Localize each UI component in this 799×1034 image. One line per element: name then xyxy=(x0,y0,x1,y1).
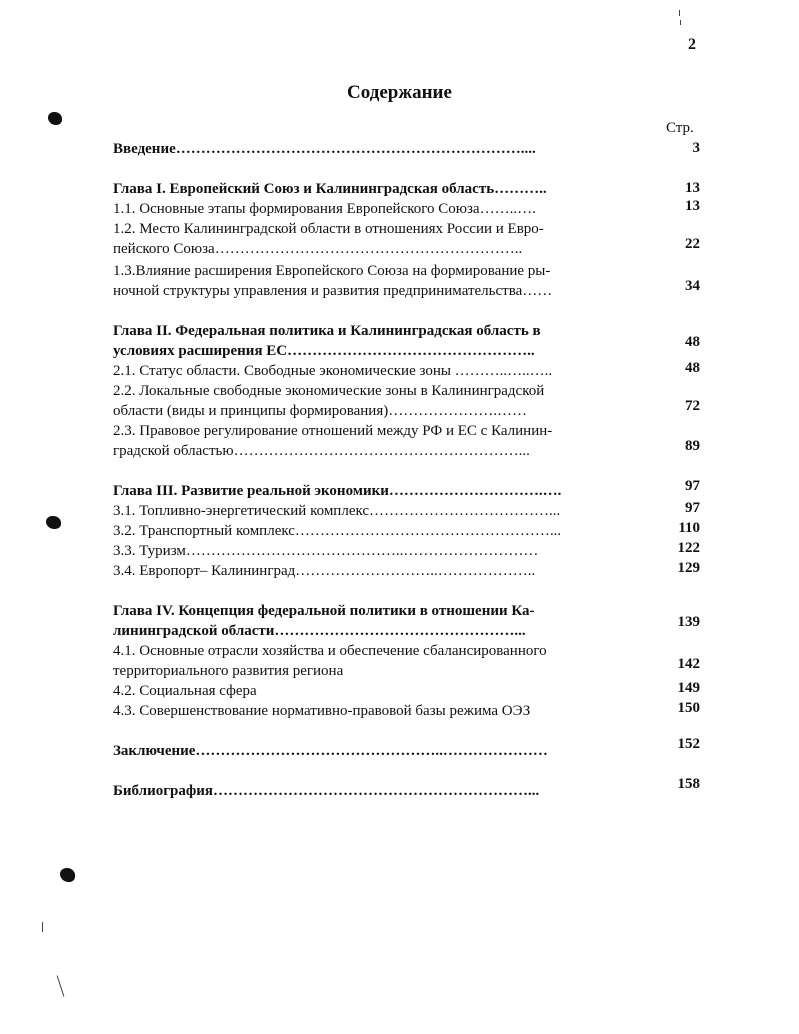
toc-page: 150 xyxy=(677,700,700,716)
toc-page: 152 xyxy=(677,736,700,752)
toc-page: 89 xyxy=(685,438,700,454)
toc-entry-chapter-4-line2: лининградской области…………………………………………... xyxy=(113,623,526,639)
toc-entry-3-1: 3.1. Топливно-энергетический комплекс………………………………... xyxy=(113,503,561,519)
toc-entry-bibliography: Библиография………………………………………………………... xyxy=(113,783,540,799)
toc-page: 22 xyxy=(685,236,700,252)
toc-entry-chapter-2-line2: условиях расширения ЕС………………………………………….. xyxy=(113,343,535,359)
toc-page: 48 xyxy=(685,360,700,376)
toc-page: 142 xyxy=(677,656,700,672)
toc-entry-1-3-line1: 1.3.Влияние расширения Европейского Союза на формирование ры- xyxy=(113,263,551,279)
toc-entry-intro: Введение…………………………………………………………….... xyxy=(113,141,536,157)
toc-entry-conclusion: Заключение…………………………………………..………………… xyxy=(113,743,548,759)
toc-entry-1-2-line1: 1.2. Место Калининградской области в отношениях России и Евро- xyxy=(113,221,544,237)
toc-entry-1-1: 1.1. Основные этапы формирования Европейского Союза……..…. xyxy=(113,201,536,217)
toc-page: 129 xyxy=(677,560,700,576)
toc-entry-2-3-line1: 2.3. Правовое регулирование отношений между РФ и ЕС с Калинин- xyxy=(113,423,553,439)
scan-mark-icon xyxy=(42,922,43,932)
toc-entry-3-4: 3.4. Европорт– Калининград………………………..……………….. xyxy=(113,563,536,579)
scan-blot-icon xyxy=(48,112,62,125)
toc-entry-chapter-2-line1: Глава II. Федеральная политика и Калининградская область в xyxy=(113,323,541,339)
scan-blot-icon xyxy=(60,868,75,882)
toc-entry-2-3-line2: градской областью…………………………………………………... xyxy=(113,443,530,459)
toc-page: 13 xyxy=(685,180,700,196)
toc-page: 97 xyxy=(685,500,700,516)
page-title: Содержание xyxy=(347,82,452,103)
toc-page: 48 xyxy=(685,334,700,350)
page-column-header: Стр. xyxy=(666,120,694,136)
page-number: 2 xyxy=(688,36,696,53)
toc-entry-chapter-3: Глава III. Развитие реальной экономики………………………….…. xyxy=(113,483,562,499)
scan-mark-icon xyxy=(680,20,681,25)
toc-page: 13 xyxy=(685,198,700,214)
toc-entry-4-1-line2: территориального развития региона xyxy=(113,663,344,679)
toc-page: 34 xyxy=(685,278,700,294)
scan-mark-icon xyxy=(679,10,680,16)
toc-entry-2-2-line2: области (виды и принципы формирования)………………….…… xyxy=(113,403,527,419)
toc-page: 3 xyxy=(692,140,700,156)
toc-entry-3-2: 3.2. Транспортный комплекс……………………………………………... xyxy=(113,523,562,539)
scan-mark-icon xyxy=(57,975,65,996)
toc-entry-1-3-line2: ночной структуры управления и развития предпринимательства…… xyxy=(113,283,553,299)
toc-entry-4-2: 4.2. Социальная сфера xyxy=(113,683,257,699)
toc-page: 149 xyxy=(677,680,700,696)
toc-entry-3-3: 3.3. Туризм……………………………………..……………………… xyxy=(113,543,539,559)
toc-page: 139 xyxy=(677,614,700,630)
toc-page: 72 xyxy=(685,398,700,414)
toc-page: 97 xyxy=(685,478,700,494)
toc-entry-chapter-4-line1: Глава IV. Концепция федеральной политики в отношении Ка- xyxy=(113,603,535,619)
toc-entry-4-3: 4.3. Совершенствование нормативно-правовой базы режима ОЭЗ xyxy=(113,703,531,719)
toc-entry-2-1: 2.1. Статус области. Свободные экономические зоны ………..…..….. xyxy=(113,363,553,379)
toc-entry-4-1-line1: 4.1. Основные отрасли хозяйства и обеспечение сбалансированного xyxy=(113,643,547,659)
toc-page: 110 xyxy=(678,520,700,536)
toc-page: 158 xyxy=(677,776,700,792)
toc-entry-chapter-1: Глава I. Европейский Союз и Калининградская область……….. xyxy=(113,181,547,197)
toc-entry-2-2-line1: 2.2. Локальные свободные экономические зоны в Калининградской xyxy=(113,383,545,399)
scan-blot-icon xyxy=(46,516,61,529)
toc-page: 122 xyxy=(677,540,700,556)
toc-entry-1-2-line2: пейского Союза…………………………………………………….. xyxy=(113,241,523,257)
